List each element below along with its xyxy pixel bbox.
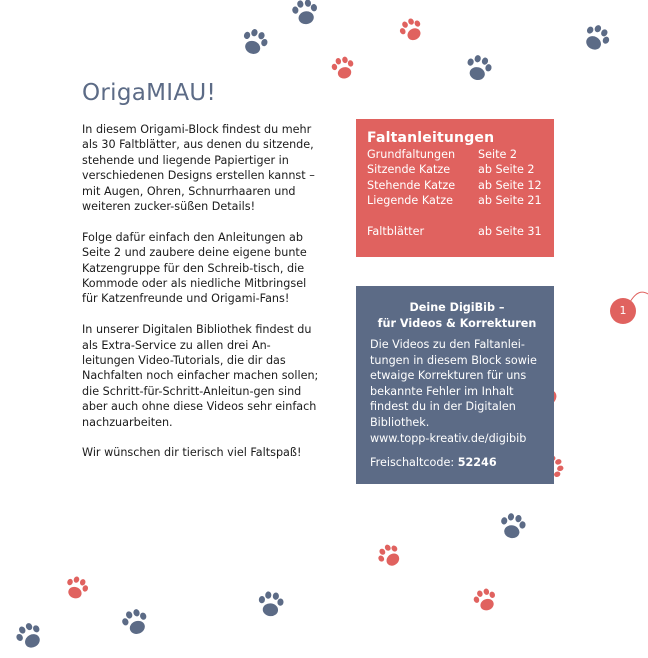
- toc-item: [367, 193, 544, 208]
- toc-item: [367, 224, 544, 239]
- intro-text: [82, 122, 322, 476]
- paw-print-icon: [233, 19, 277, 63]
- toc-label: Liegende Katze: [367, 194, 453, 208]
- paw-print-icon: [466, 580, 504, 618]
- table-of-contents: [356, 119, 554, 257]
- digibib-heading-line2: für Videos & Korrekturen: [377, 317, 537, 330]
- toc-page: ab Seite 21: [478, 194, 542, 208]
- digibib-heading-line1: Deine DigiBib –: [409, 301, 505, 314]
- toc-heading: Faltanleitungen: [367, 130, 495, 146]
- paw-print-icon: [458, 46, 500, 88]
- toc-label: Grundfaltungen: [367, 148, 456, 161]
- paw-print-icon: [253, 585, 290, 622]
- paw-print-icon: [58, 568, 96, 606]
- spacer: [367, 209, 544, 224]
- digibib-heading: [370, 300, 544, 332]
- digibib-description: Die Videos zu den Faltanlei-tungen in diesem Block sowie etwaige Korrekturen für uns bekannte Fehler im Inhalt findest du in der Digitalen Bibliothek.: [370, 338, 537, 429]
- paw-print-icon: [493, 505, 532, 544]
- toc-page: ab Seite 12: [478, 178, 542, 192]
- digibib-text: [370, 337, 544, 446]
- toc-item: [367, 147, 544, 162]
- code-value: 52246: [457, 456, 497, 470]
- paw-print-icon: [113, 599, 157, 643]
- toc-label: Stehende Katze: [367, 178, 456, 192]
- digibib-box: [356, 286, 554, 484]
- paragraph: Folge dafür einfach den Anleitungen ab Seite 2 und zaubere deine eigene bunte Katzengruppe für den Schreib-tisch, die Kommode oder als niedliche Mitbringsel für Katzenfreunde und Origami-Fans!: [82, 230, 307, 306]
- paw-print-icon: [391, 9, 432, 50]
- paragraph: In unserer Digitalen Bibliothek findest du als Extra-Service zu allen drei An-leitungen Video-Tutorials, die dir das Nachfalten noch einfacher machen sollen; die Schritt-für-Schritt-Anleitun-gen sind aber auch ohne diese Videos sehr einfach nachzuarbeiten.: [82, 323, 319, 429]
- page-number: 1: [610, 298, 636, 324]
- toc-item: [367, 178, 544, 193]
- paw-print-icon: [574, 14, 620, 60]
- paw-print-icon: [368, 534, 410, 576]
- code-label: Freischaltcode:: [370, 456, 455, 470]
- toc-label: Faltblätter: [367, 225, 425, 239]
- unlock-code: [370, 455, 544, 471]
- digibib-url[interactable]: www.topp-kreativ.de/digibib: [370, 431, 527, 445]
- page-title: OrigaMIAU!: [82, 80, 217, 106]
- toc-page: ab Seite 31: [478, 225, 542, 239]
- toc-page: ab Seite 2: [478, 163, 535, 177]
- toc-label: Sitzende Katze: [367, 163, 451, 177]
- paragraph: Wir wünschen dir tierisch viel Faltspaß!: [82, 446, 302, 460]
- paragraph: In diesem Origami-Block findest du mehr als 30 Faltblätter, aus denen du sitzende, stehende und liegende Papiertiger in verschiedenen Designs erstellen kannst – mit Augen, Ohren, Schnurrhaaren und weiteren zucker-süßen Details!: [82, 123, 315, 214]
- toc-item: [367, 162, 544, 177]
- paw-print-icon: [6, 612, 52, 658]
- paw-print-icon: [285, 0, 324, 31]
- paw-print-icon: [325, 49, 362, 86]
- toc-page: Seite 2: [478, 148, 518, 161]
